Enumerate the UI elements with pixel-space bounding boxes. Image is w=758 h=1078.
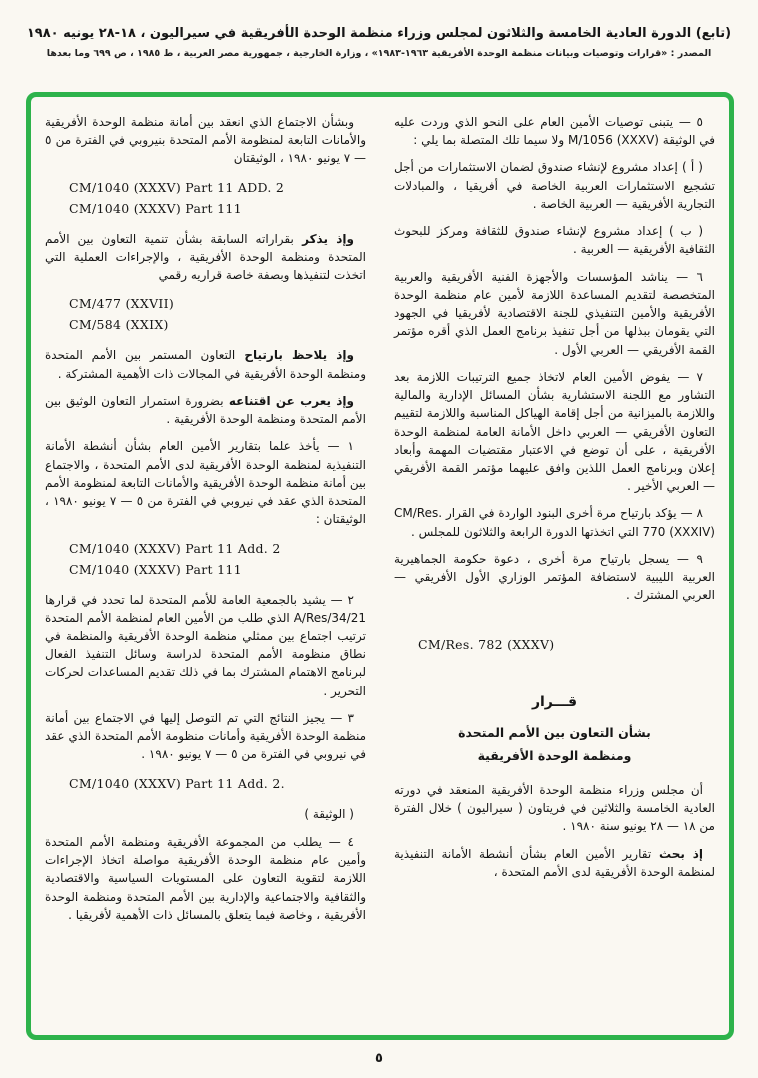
reference-group-2 xyxy=(45,294,366,334)
paragraph-preamble-council: أن مجلس وزراء منظمة الوحدة الأفريقية المنعقد في دورته العادية الخامسة والثلاثين في فريتاون ( سيراليون ) خلال الفترة من ١٨ — ٢٨ يونيو سنة ١٩٨٠ . xyxy=(394,782,715,834)
column-right xyxy=(394,113,715,1025)
highlight-border-box xyxy=(26,92,734,1040)
paragraph-text: بضرورة استمرار التعاون الوثيق بين الأمم المتحدة ومنظمة الوحدة الأفريقية . xyxy=(45,393,366,427)
paragraph-item-9: ٩ — يسجل بارتياح مرة أخرى ، دعوة حكومة الجماهيرية العربية الليبية لاستضافة المؤتمر الوزاري الأول الأفريقي — العربي المشترك . xyxy=(394,551,715,603)
paragraph-continuation-meeting: وبشأن الاجتماع الذي انعقد بين أمانة منظمة الوحدة الأفريقية والأمانات التابعة لمنظومة الأمم المتحدة بنيروبي في الفترة من ٥ — ٧ يونيو ١٩٨٠ ، الوثيقتان xyxy=(45,115,366,166)
paragraph-text: بقراراته السابقة بشأن تنمية التعاون بين الأمم المتحدة ومنظمة الوحدة الأفريقية ، والإجراءات العملية التي اتخذت لتنفيذها وبصفة خاصة قراريه رقمي xyxy=(45,231,366,283)
document-reference-cm-1040-add2: CM/1040 (XXXV) Part 11 ADD. 2 xyxy=(69,179,285,195)
document-reference-cm-477: CM/477 (XXVII) xyxy=(69,296,175,312)
paragraph-item-2: ٢ — يشيد بالجمعية العامة للأمم المتحدة لما تحدد في قرارها A/Res/34/21 الذي طلب من الأمين العام لمنظمة الأمم المتحدة ترتيب اجتماع بين ممثلي منظمة الوحدة الأفريقية والمنظمة في نطاق منظومة الأمم المتحدة لدراسة وسائل التنفيذ الفعال لبرنامج الاهتمام المشترك بما في ذلك تقديم المساعدات لحركات التحرير . xyxy=(45,592,366,698)
document-reference-cm-1040-add2-c: CM/1040 (XXXV) Part 11 Add. 2. xyxy=(69,775,285,791)
document-reference-cm-res-782: CM/Res. 782 (XXXV) xyxy=(418,636,555,652)
paragraph-item-1: ١ — يأخذ علما بتقارير الأمين العام بشأن أنشطة الأمانة التنفيذية لمنظمة الوحدة الأفريقية لدى الأمم المتحدة ، والاجتماع بين أمانة منظمة الوحدة الأفريقية والأمانات التابعة لمنظومة الأمم المتحدة الذي عقد في نيروبي في الفترة من ٥ — ٧ يونيو ١٩٨٠ ، الوثيقتان : xyxy=(45,439,367,527)
paragraph-preamble-having-examined xyxy=(394,845,715,881)
reference-group-4 xyxy=(45,774,366,793)
reference-group-3 xyxy=(45,539,366,579)
paragraph-lead: إذ بحث xyxy=(651,846,703,861)
paragraph-item-5: ٥ — يتبنى توصيات الأمين العام على النحو الذي وردت عليه في الوثيقة M/1056 (XXXV) ولا سيما تلك المتصلة بما يلي : xyxy=(394,115,715,148)
document-reference-cm-1040-part111-b: CM/1040 (XXXV) Part 111 xyxy=(69,561,242,577)
paragraph-lead: وإذ يعرب عن اقتناعه xyxy=(223,393,354,408)
document-reference-cm-584: CM/584 (XXIX) xyxy=(69,317,169,333)
paragraph-text: التعاون المستمر بين الأمم المتحدة ومنظمة الوحدة الأفريقية في المجالات ذات الأهمية المشتركة . xyxy=(45,348,366,381)
document-title: (تابع) الدورة العادية الخامسة والثلاثون لمجلس وزراء منظمة الوحدة الأفريقية في سيراليون ، ١٨-٢٨ يونيه ١٩٨٠ xyxy=(26,26,732,41)
paragraph-recalling xyxy=(45,230,366,285)
two-column-layout xyxy=(45,113,715,1025)
paragraph-text: تقارير الأمين العام بشأن أنشطة الأمانة التنفيذية لمنظمة الوحدة الأفريقية لدى الأمم المتحدة ، xyxy=(394,846,715,879)
paragraph-item-b: ( ب ) إعداد مشروع لإنشاء صندوق للثقافة ومركز للبحوث الثقافية الأفريقية — العربية . xyxy=(394,224,715,257)
document-reference-cm-1040-part111: CM/1040 (XXXV) Part 111 xyxy=(69,200,242,216)
paragraph-convinced xyxy=(45,392,366,428)
document-header xyxy=(0,0,758,59)
reference-group-1 xyxy=(45,178,366,218)
document-source: المصدر : «قرارات وتوصيات وبيانات منظمة الوحدة الأفريقية ١٩٦٣-١٩٨٣» ، وزارة الخارجية ، جمهورية مصر العربية ، ط ١٩٨٥ ، ص ٦٩٩ وما بعدها xyxy=(46,48,712,59)
paragraph-lead: وإذ يلاحظ بارتياح xyxy=(235,348,355,363)
column-left xyxy=(45,113,366,1025)
document-reference-cm-1040-add2-b: CM/1040 (XXXV) Part 11 Add. 2 xyxy=(69,540,281,556)
resolution-subtitle-line2: بشأن التعاون بين الأمم المتحدة xyxy=(458,724,651,740)
paragraph-noting xyxy=(45,346,366,382)
paragraph-item-3: ٣ — يجيز النتائج التي تم التوصل إليها في الاجتماع بين أمانة منظمة الوحدة الأفريقية وأمانات منظومة الأمم المتحدة الذي عقد في نيروبي في الفترة من ٥ — ٧ يونيو ١٩٨٠ . xyxy=(45,710,366,762)
paragraph-item-a: ( أ ) إعداد مشروع لإنشاء صندوق لضمان الاستثمارات من أجل تشجيع الاستثمارات العربية الخاصة في أفريقيا ، والمبادلات التجارية الأفريقية — العربية الخاصة . xyxy=(394,160,715,211)
paragraph-lead: وإذ يذكر xyxy=(293,231,354,246)
document-label: ( الوثيقة ) xyxy=(304,806,354,821)
paragraph-item-4: ٤ — يطلب من المجموعة الأفريقية ومنظمة الأمم المتحدة وأمين عام منظمة الوحدة الأفريقية مواصلة اتخاذ الإجراءات اللازمة لتقوية التعاون على المستويات السياسية والاقتصادية والثقافية والاجتماعية والإدارية بين الأمم المتحدة ومنظمة الوحدة الأفريقية ، وخاصة فيما يتعلق بالمسائل ذات الأهمية لأفريقيا . xyxy=(45,834,366,922)
resolution-title: قـــرار xyxy=(531,693,578,710)
page-number: ٥ xyxy=(375,1051,383,1066)
paragraph-item-7: ٧ — يفوض الأمين العام لاتخاذ جميع الترتيبات اللازمة بعد التشاور مع اللجنة الاستشارية بشأن المسائل الإدارية والمالية واللازمة بالميزانية من أجل إقامة الهياكل المناسبة واللازمة لتقييم التعاون الأفريقي — العربي داخل الأمانة العامة لمنظمة الوحدة الأفريقية ، على أن توضع في الاعتبار مقتضيات المهمة وأبعاد إعلان وبرنامج العمل اللذين وافق عليهما مؤتمر القمة الأفريقي — العربي الأخير . xyxy=(394,369,715,494)
resolution-heading xyxy=(394,692,715,765)
paragraph-item-8: ٨ — يؤكد بارتياح مرة أخرى البنود الواردة في القرار CM/Res. 770 (XXXIV) التي اتخذتها الدورة الرابعة والثلاثون للمجلس . xyxy=(394,506,715,539)
paragraph-item-6: ٦ — يناشد المؤسسات والأجهزة الفنية الأفريقية والعربية المتخصصة لتقديم المساعدة اللازمة لأمين عام منظمة الوحدة الأفريقية والأمين التنفيذي للجنة الاقتصادية لأفريقيا في الجهود التي يقومان ببذلها من أجل تنفيذ برنامج العمل الذي أقره مؤتمر القمة الأفريقي — العربي الأول . xyxy=(394,269,715,357)
resolution-subtitle-line3: ومنظمة الوحدة الأفريقية xyxy=(477,747,632,763)
